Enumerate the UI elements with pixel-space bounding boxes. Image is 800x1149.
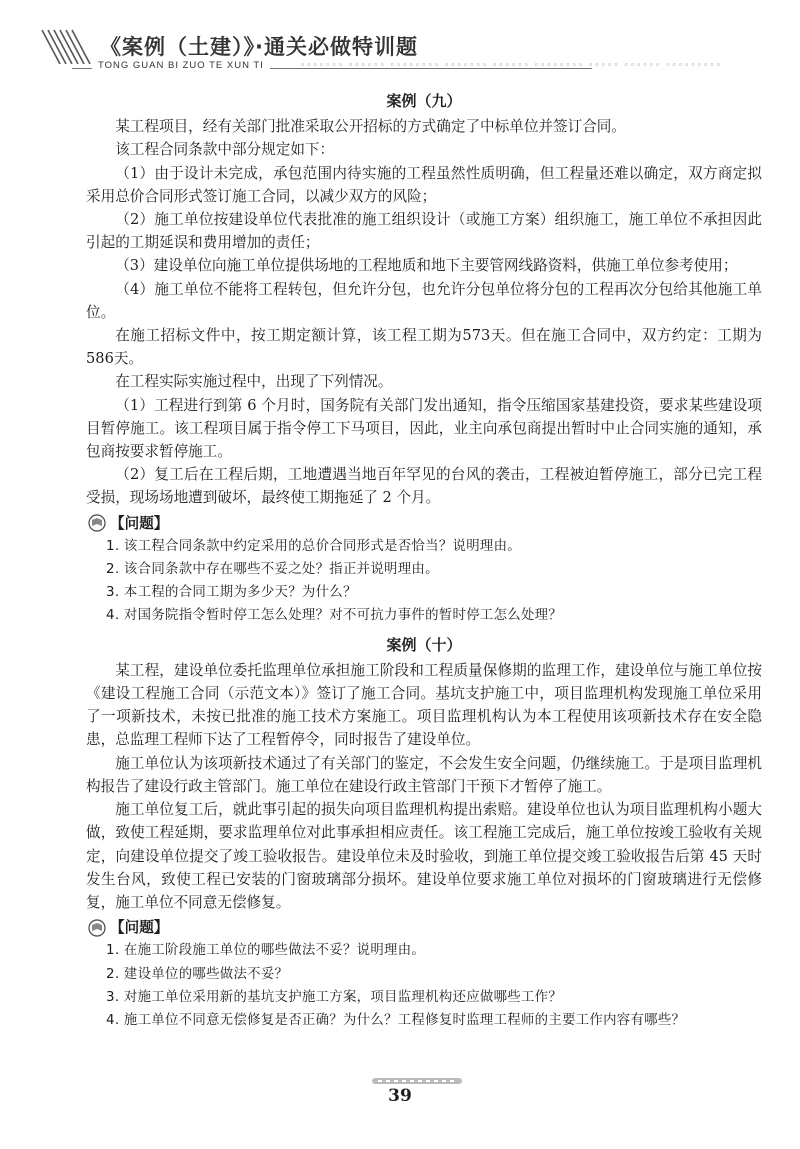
case10-questions-label: 【问题】 (110, 919, 169, 937)
case9-paragraph: （1）工程进行到第 6 个月时，国务院有关部门发出通知，指令压缩国家基建投资，要求某些建设项目暂停施工。该工程项目属于指令停工下马项目，因此，业主向承包商提出暂时中止合同实施的通知，承包商按要求暂停施工。 (86, 396, 762, 461)
case10-question: 2. 建设单位的哪些做法不妥？ (106, 966, 289, 982)
case10-paragraph: 某工程，建设单位委托监理单位承担施工阶段和工程质量保修期的监理工作，建设单位与施工单位按《建设工程施工合同（示范文本）》签订了施工合同。基坑支护施工中，项目监理机构发现施工单位采用了一项新技术，未按已批准的施工技术方案施工。项目监理机构认为本工程使用该项新技术存在安全隐患，总监理工程师下达了工程暂停令，同时报告了建设单位。 (86, 661, 762, 749)
question-book-icon (88, 919, 106, 937)
case10-title: 案例（十） (386, 635, 462, 654)
case10-questions-heading (88, 916, 762, 939)
case9-paragraph: 在施工招标文件中，按工期定额计算，该工程工期为573天。但在施工合同中，双方约定：工期为586天。 (86, 327, 762, 368)
case9-question: 3. 本工程的合同工期为多少天？为什么？ (106, 585, 357, 601)
case9-paragraph: （3）建设单位向施工单位提供场地的工程地质和地下主要管网线路资料，供施工单位参考使用； (115, 257, 738, 275)
case9-paragraph: 某工程项目，经有关部门批准采取公开招标的方式确定了中标单位并签订合同。 (115, 118, 626, 136)
header-pinyin: TONG GUAN BI ZUO TE XUN TI (92, 60, 270, 71)
question-book-icon (88, 514, 106, 532)
case9-paragraph: 该工程合同条款中部分规定如下： (115, 141, 335, 159)
case10-question: 3. 对施工单位采用新的基坑支护施工方案，项目监理机构还应做哪些工作？ (106, 989, 563, 1005)
header-title: 《案例（土建）》·通关必做特训题 (100, 35, 418, 59)
footer-ornament (372, 1076, 462, 1086)
case10-question: 1. 在施工阶段施工单位的哪些做法不妥？说明理由。 (106, 943, 426, 959)
page-number: 39 (388, 1086, 412, 1106)
case9-questions-heading (88, 512, 762, 535)
case10-paragraph: 施工单位复工后，就此事引起的损失向项目监理机构提出索赔。建设单位也认为项目监理机构小题大做，致使工程延期，要求监理单位对此事承担相应责任。该工程施工完成后，施工单位按竣工验收有关规定，向建设单位提交了竣工验收报告。建设单位未及时验收，到施工单位提交竣工验收报告后第 45 天时发生台风，致使工程已安装的门窗玻璃部分损坏。建设单位要求施工单位对损坏的门窗玻璃进行无偿修复，施工单位不同意无偿修复。 (86, 801, 762, 911)
case9-title: 案例（九） (386, 92, 462, 110)
case9-paragraph: （1）由于设计未完成，承包范围内待实施的工程虽然性质明确，但工程量还难以确定，双方商定拟采用总价合同形式签订施工合同，以减少双方的风险； (86, 164, 762, 205)
case9-paragraph: （2）复工后在工程后期，工地遭遇当地百年罕见的台风的袭击，工程被迫暂停施工，部分已完工程受损，现场场地遭到破坏，最终使工期拖延了 2 个月。 (86, 466, 762, 507)
case9-paragraph: 在工程实际实施过程中，出现了下列情况。 (115, 373, 393, 391)
case9-paragraph: （4）施工单位不能将工程转包，但允许分包，也允许分包单位将分包的工程再次分包给其他施工单位。 (86, 280, 762, 321)
case9-questions-label: 【问题】 (110, 514, 169, 532)
case10-paragraph: 施工单位认为该项新技术通过了有关部门的鉴定，不会发生安全问题，仍继续施工。于是项目监理机构报告了建设行政主管部门。施工单位在建设行政主管部门干预下才暂停了施工。 (86, 754, 762, 795)
page-content (86, 90, 762, 1032)
header-stripes-decoration (38, 28, 108, 64)
case9-question: 1. 该工程合同条款中约定采用的总价合同形式是否恰当？说明理由。 (106, 538, 521, 554)
header-dots-decoration: ◦◦◦◦◦◦◦ ◦◦◦◦◦◦ ◦◦◦◦◦◦◦◦ ◦◦◦◦◦◦◦ ◦◦◦◦◦◦ ◦◦◦◦◦◦◦◦ ◦◦◦◦◦ ◦◦◦◦◦◦ ◦◦◦◦◦◦◦◦◦ (300, 61, 723, 71)
case10-question: 4. 施工单位不同意无偿修复是否正确？为什么？工程修复时监理工程师的主要工作内容有哪些？ (106, 1012, 686, 1028)
case9-question: 4. 对国务院指令暂时停工怎么处理？对不可抗力事件的暂时停工怎么处理？ (106, 608, 563, 624)
case9-question: 2. 该合同条款中存在哪些不妥之处？指正并说明理由。 (106, 562, 439, 578)
case9-paragraph: （2）施工单位按建设单位代表批准的施工组织设计（或施工方案）组织施工，施工单位不承担因此引起的工期延误和费用增加的责任； (86, 211, 762, 252)
